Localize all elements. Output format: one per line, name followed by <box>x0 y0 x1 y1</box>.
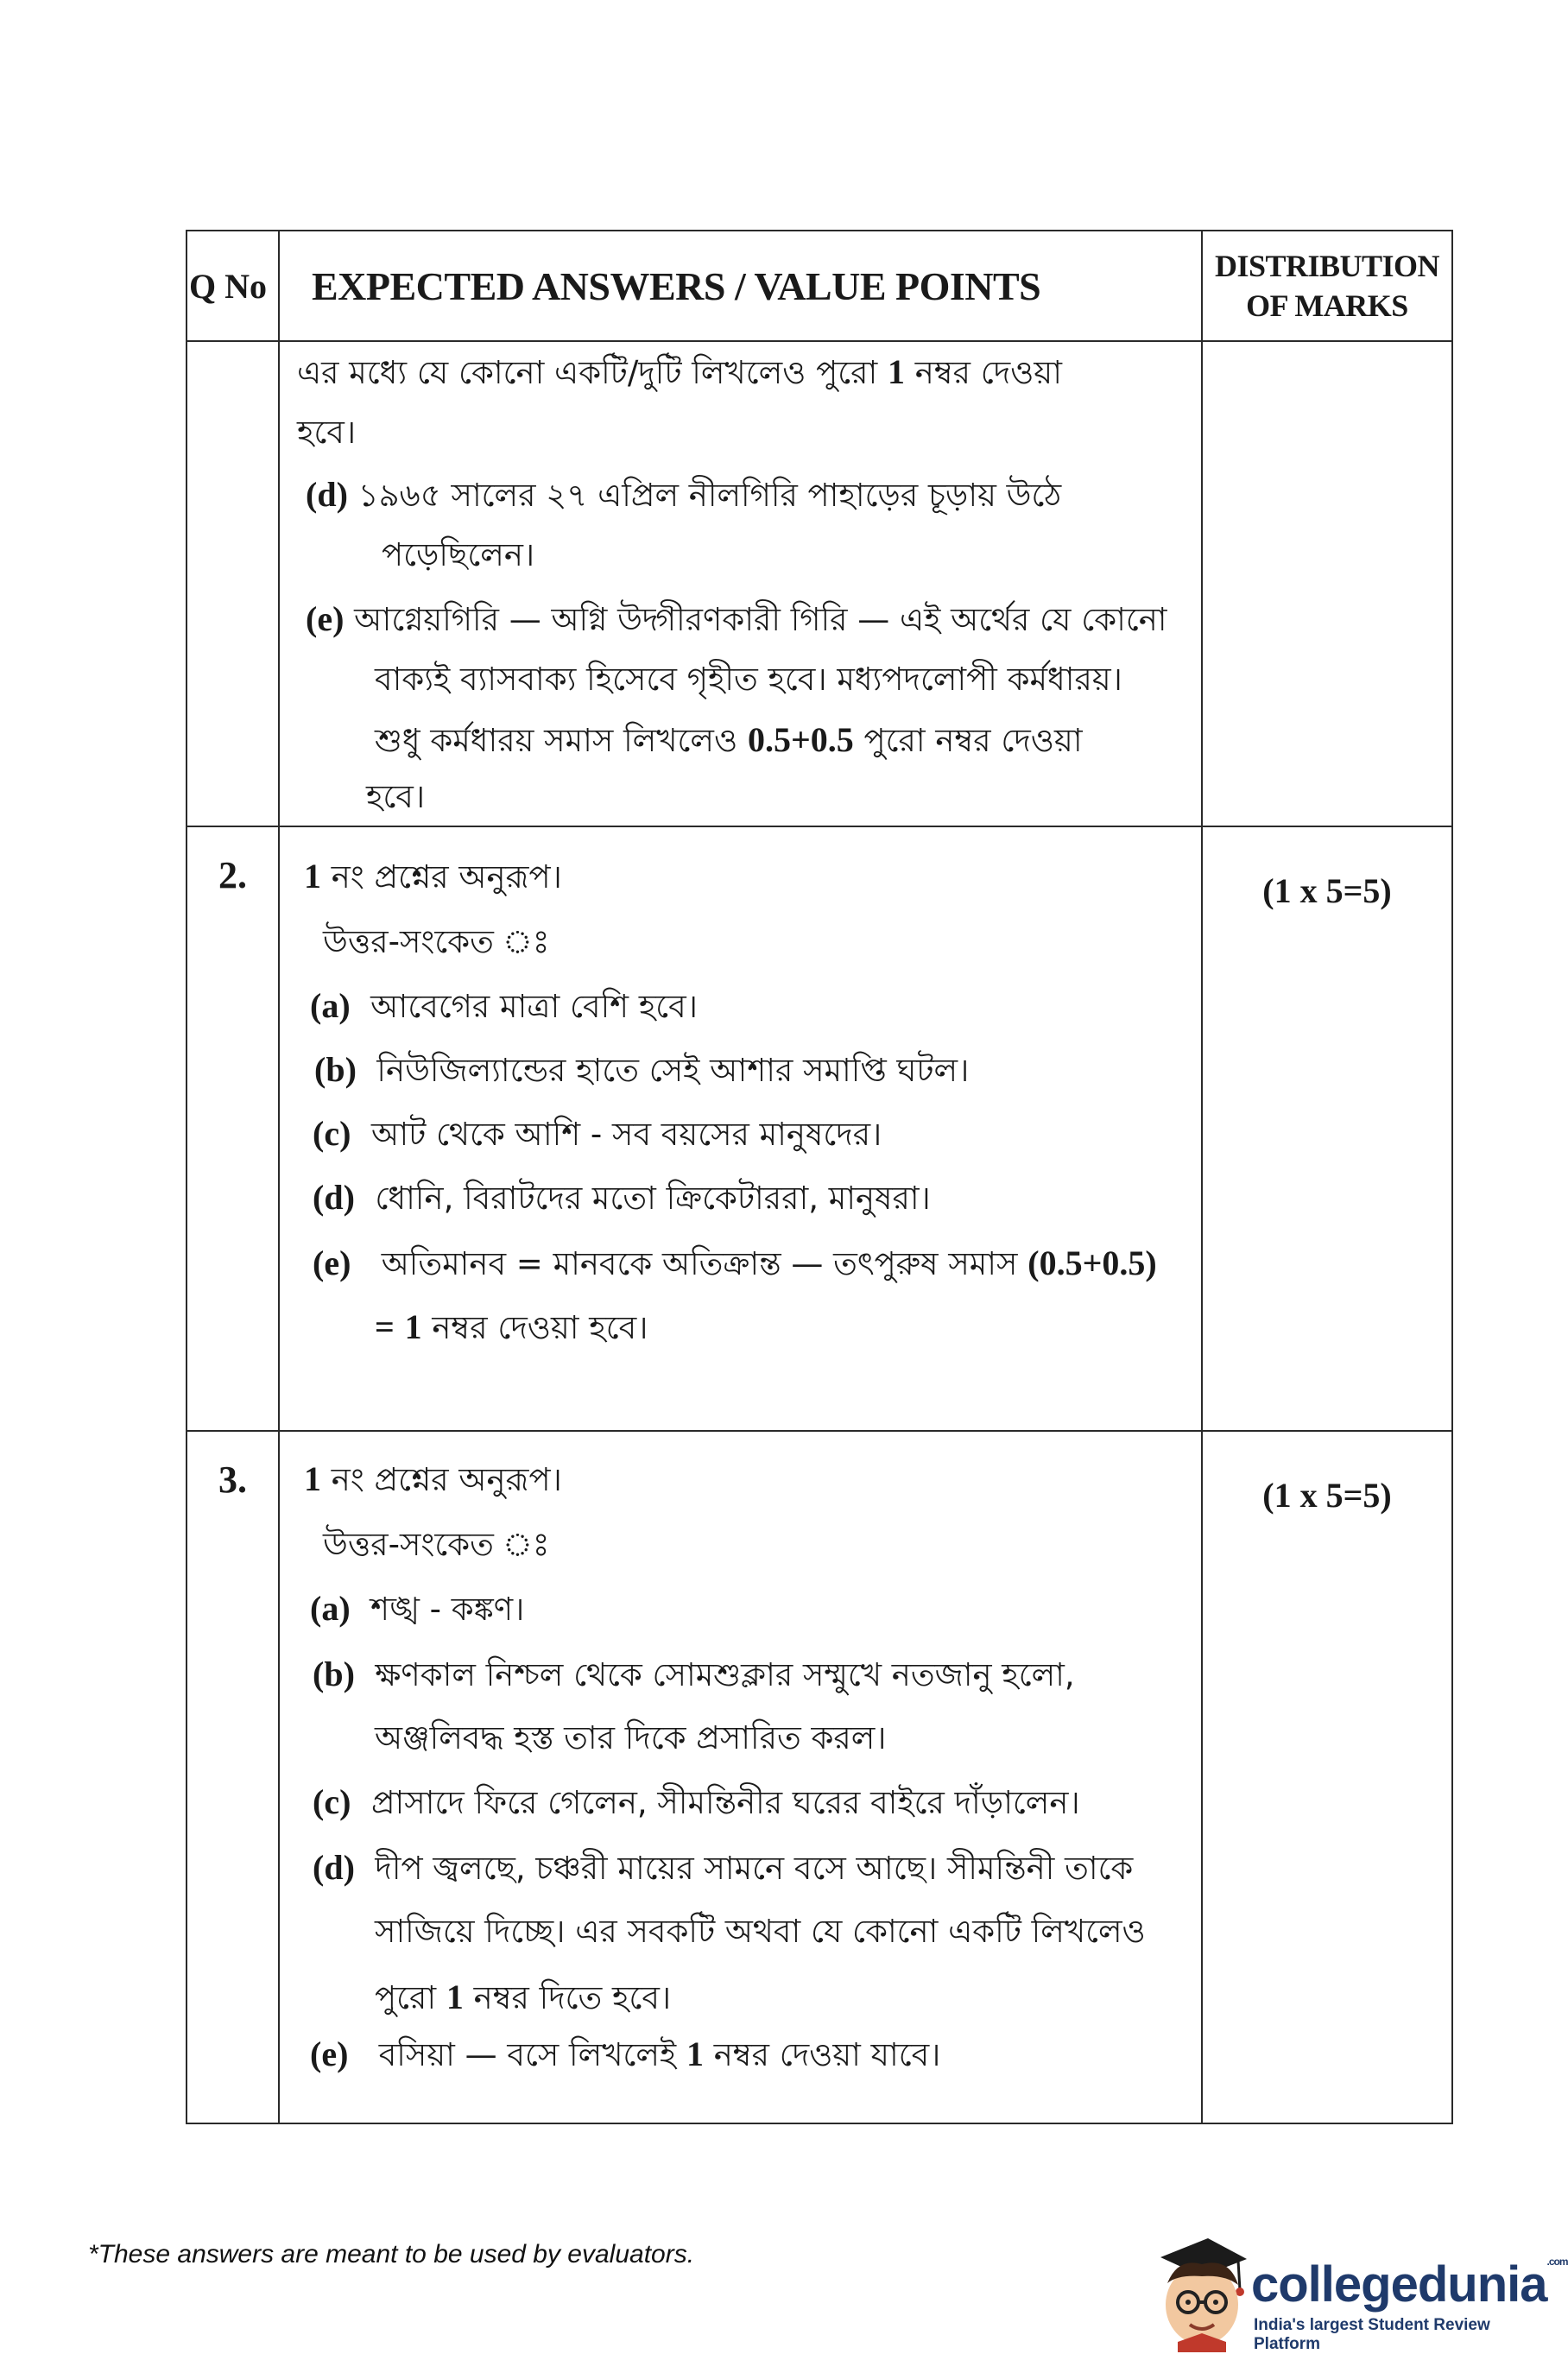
header-qno: Q No <box>187 231 279 341</box>
table-row <box>187 826 1452 1431</box>
answer-line: হবে। <box>297 414 357 451</box>
header-distribution <box>1202 231 1452 341</box>
brand-name: collegedunia$^{.com}$ <box>1251 2256 1568 2313</box>
answer-line: পড়েছিলেন। <box>382 536 535 573</box>
mascot-icon <box>1143 2223 1255 2352</box>
answer-line: সাজিয়ে দিচ্ছে। এর সবকটি অথবা যে কোনো একটি লিখলেও <box>375 1913 1146 1950</box>
header-distribution-line2: OF MARKS <box>1246 288 1408 323</box>
answer-e: (e) আগ্নেয়গিরি — অগ্নি উদ্গীরণকারী গিরি — এই অর্থের যে কোনো <box>306 599 1167 638</box>
question-number: 2. <box>187 826 279 1431</box>
answer-c: (c) আট থেকে আশি - সব বয়সের মানুষদের। <box>313 1114 882 1153</box>
header-expected-answers: EXPECTED ANSWERS / VALUE POINTS <box>279 231 1202 341</box>
table-header-row <box>187 231 1452 341</box>
answer-line: পুরো 1 নম্বর দিতে হবে। <box>375 1977 672 2016</box>
answer-line: 1 নং প্রশ্নের অনুরূপ। <box>304 1459 562 1498</box>
qno-cell <box>187 341 279 826</box>
marks-value: (1 x 5=5) <box>1202 1431 1452 2123</box>
answer-d: (d) ১৯৬৫ সালের ২৭ এপ্রিল নীলগিরি পাহাড়ের চূড়ায় উঠে <box>306 475 1062 514</box>
answer-e: (e) অতিমানব = মানবকে অতিক্রান্ত — তৎপুরুষ সমাস (0.5+0.5) <box>313 1243 1157 1282</box>
evaluator-note: *These answers are meant to be used by evaluators. <box>88 2240 695 2269</box>
collegedunia-logo <box>1143 2223 1568 2353</box>
question-number: 3. <box>187 1431 279 2123</box>
answer-e: (e) বসিয়া — বসে লিখলেই 1 নম্বর দেওয়া যাবে। <box>310 2034 941 2073</box>
table-row <box>187 1431 1452 2123</box>
answer-table <box>186 230 1453 2124</box>
answer-line: উত্তর-সংকেত ঃ <box>323 1526 550 1563</box>
answer-line: 1 নং প্রশ্নের অনুরূপ। <box>304 857 562 895</box>
marks-cell <box>1202 341 1452 826</box>
answer-b: (b) ক্ষণকাল নিশ্চল থেকে সোমশুক্লার সম্মুখে নতজানু হলো, <box>313 1655 1075 1693</box>
answer-line: = 1 নম্বর দেওয়া হবে। <box>375 1307 648 1346</box>
marks-value: (1 x 5=5) <box>1202 826 1452 1431</box>
answer-cell <box>279 826 1202 1431</box>
brand-tagline: India's largest Student Review Platform <box>1254 2316 1490 2353</box>
answer-line: বাক্যই ব্যাসবাক্য হিসেবে গৃহীত হবে। মধ্যপদলোপী কর্মধারয়। <box>375 661 1122 698</box>
answer-line: শুধু কর্মধারয় সমাস লিখলেও 0.5+0.5 পুরো নম্বর দেওয়া <box>375 720 1083 759</box>
answer-a: (a) আবেগের মাত্রা বেশি হবে। <box>310 986 698 1025</box>
answer-b: (b) নিউজিল্যান্ডের হাতে সেই আশার সমাপ্তি ঘটল। <box>314 1050 970 1089</box>
header-distribution-line1: DISTRIBUTION <box>1214 249 1440 283</box>
answer-line: অঞ্জলিবদ্ধ হস্ত তার দিকে প্রসারিত করল। <box>375 1719 887 1756</box>
answer-cell <box>279 341 1202 826</box>
answer-d: (d) ধোনি, বিরাটদের মতো ক্রিকেটাররা, মানুষরা। <box>313 1178 931 1217</box>
answer-line: উত্তর-সংকেত ঃ <box>323 923 550 960</box>
table-row <box>187 341 1452 826</box>
answer-cell <box>279 1431 1202 2123</box>
answer-line: এর মধ্যে যে কোনো একটি/দুটি লিখলেও পুরো 1 নম্বর দেওয়া <box>297 352 1062 391</box>
answer-d: (d) দীপ জ্বলছে, চঞ্চরী মায়ের সামনে বসে আছে। সীমন্তিনী তাকে <box>313 1848 1134 1887</box>
answer-a: (a) শঙ্খ - কঙ্কণ। <box>310 1589 525 1628</box>
answer-line: হবে। <box>366 778 426 815</box>
answer-c: (c) প্রাসাদে ফিরে গেলেন, সীমন্তিনীর ঘরের বাইরে দাঁড়ালেন। <box>313 1782 1080 1821</box>
